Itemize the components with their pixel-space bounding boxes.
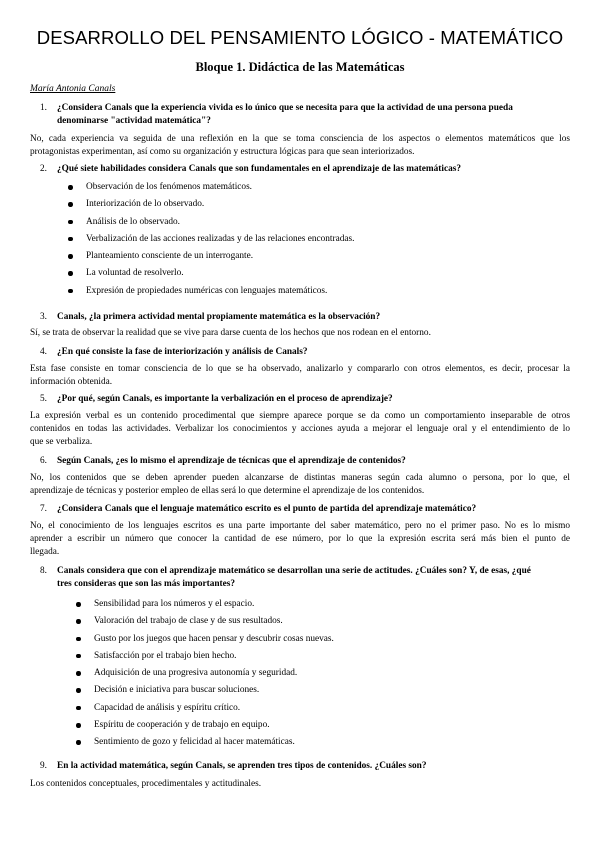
answer-5 — [30, 410, 570, 449]
question-9 — [40, 760, 582, 773]
bullet-icon — [76, 654, 81, 659]
bullet-icon — [76, 619, 81, 624]
answer-text-line: protagonistas experimentan, así como su organización y estructura lógicas para que sean interiorizados. — [30, 147, 415, 157]
question-6 — [40, 455, 582, 468]
question-number: 2. — [40, 164, 47, 174]
question-8 — [40, 565, 585, 591]
bullet-icon — [76, 688, 81, 693]
answer-text-line: contenidos en todas las actividades. Verbalizar los conocimientos y acciones ayuda a mejorar el lenguaje oral y el entendimiento de lo — [30, 424, 570, 434]
question-text-line: ¿Por qué, según Canals, es importante la verbalización en el proceso de aprendizaje? — [57, 394, 393, 404]
bullet-icon — [68, 289, 73, 294]
bullet-icon — [68, 220, 73, 225]
question-number: 7. — [40, 504, 47, 514]
bullet-icon — [76, 740, 81, 745]
bullet-icon — [76, 637, 81, 642]
document-title: DESARROLLO DEL PENSAMIENTO LÓGICO - MATEMÁTICO — [36, 27, 564, 48]
bullet-icon — [76, 706, 81, 711]
document-subtitle: Bloque 1. Didáctica de las Matemáticas — [195, 60, 405, 74]
answer-4 — [30, 363, 570, 389]
question-number: 4. — [40, 347, 47, 357]
answer-text-line: aprendizaje de técnicas y posterior empleo de ellas será lo que determine el aprendizaje de los contenidos. — [30, 486, 425, 496]
bullet-icon — [76, 671, 81, 676]
bullet-icon — [76, 723, 81, 728]
question-text-line: ¿Considera Canals que el lenguaje matemático escrito es el punto de partida del aprendizaje matemático? — [57, 504, 477, 514]
question-1 — [40, 102, 585, 128]
answer-text-line: Sí, se trata de observar la realidad que se vive para darse cuenta de los hechos que nos rodean en el entorno. — [30, 328, 431, 338]
answer-text-line: llegada. — [30, 547, 60, 557]
answer-6 — [30, 472, 570, 498]
answer-text-line: información obtenida. — [30, 377, 113, 387]
document-page: DESARROLLO DEL PENSAMIENTO LÓGICO - MATEMÁTICO Bloque 1. Didáctica de las Matemáticas María Antonia Canals 1. ¿Considera Canals que la experiencia vivida es lo único que se necesita para que la actividad de una persona pueda denominarse "actividad matemática"? No, cada experiencia va seguida de una reflexión en la que se toma consciencia de los aspectos o elementos matemáticos que los protagonistas experimentan, así como su organización y estructura lógicas para que sean interiorizados. 2. ¿Qué siete habilidades considera Canals que son fundamentales en el aprendizaje de las matemáticas? Observación de los fenómenos matemáticos. Interiorización de lo observado. Análisis de lo observado. Verbalización de las acciones realizadas y de las relaciones encontradas. Planteamiento consciente de un interrogante. La voluntad de resolverlo. Expresión de propiedades numéricas con lenguajes matemáticos. 3. Canals, ¿la primera actividad mental propiamente matemática es la observación? Sí, se trata de observar la realidad que se vive para darse cuenta de los hechos que nos rodean en el entorno. 4. ¿En qué consiste la fase de interiorización y análisis de Canals? Esta fase consiste en tomar consciencia de lo que se ha observado, analizarlo y compararlo con otros elementos, es decir, procesar la información obtenida. 5. ¿Por qué, según Canals, es importante la verbalización en el proceso de aprendizaje? La expresión verbal es un contenido procedimental que siempre aparece porque se da como un comportamiento inseparable de otros contenidos en todas las actividades. Verbalizar los conocimientos y acciones ayuda a mejorar el lenguaje oral y el entendimiento de lo que se verbaliza. 6. Según Canals, ¿es lo mismo el aprendizaje de técnicas que el aprendizaje de contenidos? No, los contenidos que se deben aprender pueden alcanzarse de distintas maneras según cada alumno o persona, por lo que, el aprendizaje de técnicas y posterior empleo de ellas será lo que determine el aprendizaje de los contenidos. 7. ¿Considera Canals que el lenguaje matemático escrito es el punto de partida del aprendizaje matemático? No, el conocimiento de los lenguajes escritos es una parte importante del saber matemático, pero no el primer paso. No es lo mismo aprender a escribir un número que conocer la cantidad de ese número, por lo que la expresión escrita será más bien el punto de llegada. 8. Canals considera que con el aprendizaje matemático se desarrollan una serie de actitudes. ¿Cuáles son? Y, de esas, ¿qué tres consideras que son las más importantes? Sensibilidad para los números y el espacio. Valoración del trabajo de clase y de sus resultados. Gusto por los juegos que hacen pensar y descubrir cosas nuevas. Satisfacción por el trabajo bien hecho. Adquisición de una progresiva autonomía y seguridad. Decisión e iniciativa para buscar soluciones. Capacidad de análisis y espíritu crítico. Espíritu de cooperación y de trabajo en equipo. Sentimiento de gozo y felicidad al hacer matemáticas. 9. En la actividad matemática, según Canals, se aprenden tres tipos de contenidos. ¿Cuáles son? Los contenidos conceptuales, procedimentales y actitudinales. — [0, 0, 600, 848]
question-4 — [40, 346, 582, 359]
answer-text-line: que se verbaliza. — [30, 437, 93, 447]
bullet-icon — [68, 237, 73, 242]
question-text-line: Según Canals, ¿es lo mismo el aprendizaje de técnicas que el aprendizaje de contenidos? — [57, 456, 406, 466]
question-number: 8. — [40, 566, 47, 576]
answer-text-line: aprender a escribir un número que conocer la cantidad de ese número, por lo que la expresión escrita será más bien el punto de — [30, 534, 570, 544]
answer-text-line: No, cada experiencia va seguida de una reflexión en la que se toma consciencia de los aspectos o elementos matemáticos que los — [30, 134, 570, 144]
question-7 — [40, 503, 582, 516]
answer-9 — [30, 778, 570, 791]
question-text-line: ¿Considera Canals que la experiencia vivida es lo único que se necesita para que la actividad de una persona pueda — [57, 103, 513, 113]
bullet-icon — [68, 254, 73, 259]
question-text-line: ¿Qué siete habilidades considera Canals que son fundamentales en el aprendizaje de las matemáticas? — [57, 164, 461, 174]
question-number: 9. — [40, 761, 47, 771]
answer-text-line: La expresión verbal es un contenido procedimental que siempre aparece porque se da como un comportamiento inseparable de otros — [30, 411, 570, 421]
question-text-line: Canals, ¿la primera actividad mental propiamente matemática es la observación? — [57, 312, 381, 322]
answer-text-line: No, los contenidos que se deben aprender pueden alcanzarse de distintas maneras según cada alumno o persona, por lo que, el — [30, 473, 570, 483]
question-2 — [40, 163, 582, 176]
answer-text-line: Esta fase consiste en tomar consciencia de lo que se ha observado, analizarlo y compararlo con otros elementos, es decir, procesar la — [30, 364, 570, 374]
question-5 — [40, 393, 582, 406]
answer-1 — [30, 133, 570, 159]
question-text-line: denominarse "actividad matemática"? — [57, 116, 211, 126]
bullet-icon — [68, 202, 73, 207]
question-text-line: ¿En qué consiste la fase de interiorización y análisis de Canals? — [57, 347, 308, 357]
bullet-icon — [68, 185, 73, 190]
question-number: 3. — [40, 312, 47, 322]
question-number: 5. — [40, 394, 47, 404]
answer-3 — [30, 327, 570, 340]
answer-7 — [30, 520, 570, 559]
question-text-line: En la actividad matemática, según Canals, se aprenden tres tipos de contenidos. ¿Cuáles son? — [57, 761, 427, 771]
answer-text-line: No, el conocimiento de los lenguajes escritos es una parte importante del saber matemático, pero no el primer paso. No es lo mismo — [30, 521, 570, 531]
question-number: 6. — [40, 456, 47, 466]
question-number: 1. — [40, 103, 47, 113]
bullet-icon — [76, 602, 81, 607]
answer-text-line: Los contenidos conceptuales, procedimentales y actitudinales. — [30, 779, 262, 789]
question-text-line: tres consideras que son las más importantes? — [57, 579, 236, 589]
question-text-line: Canals considera que con el aprendizaje matemático se desarrollan una serie de actitudes. ¿Cuáles son? Y, de esas, ¿qué — [57, 566, 531, 576]
bullet-icon — [68, 271, 73, 276]
author-name: María Antonia Canals — [30, 84, 116, 94]
question-3 — [40, 311, 582, 324]
